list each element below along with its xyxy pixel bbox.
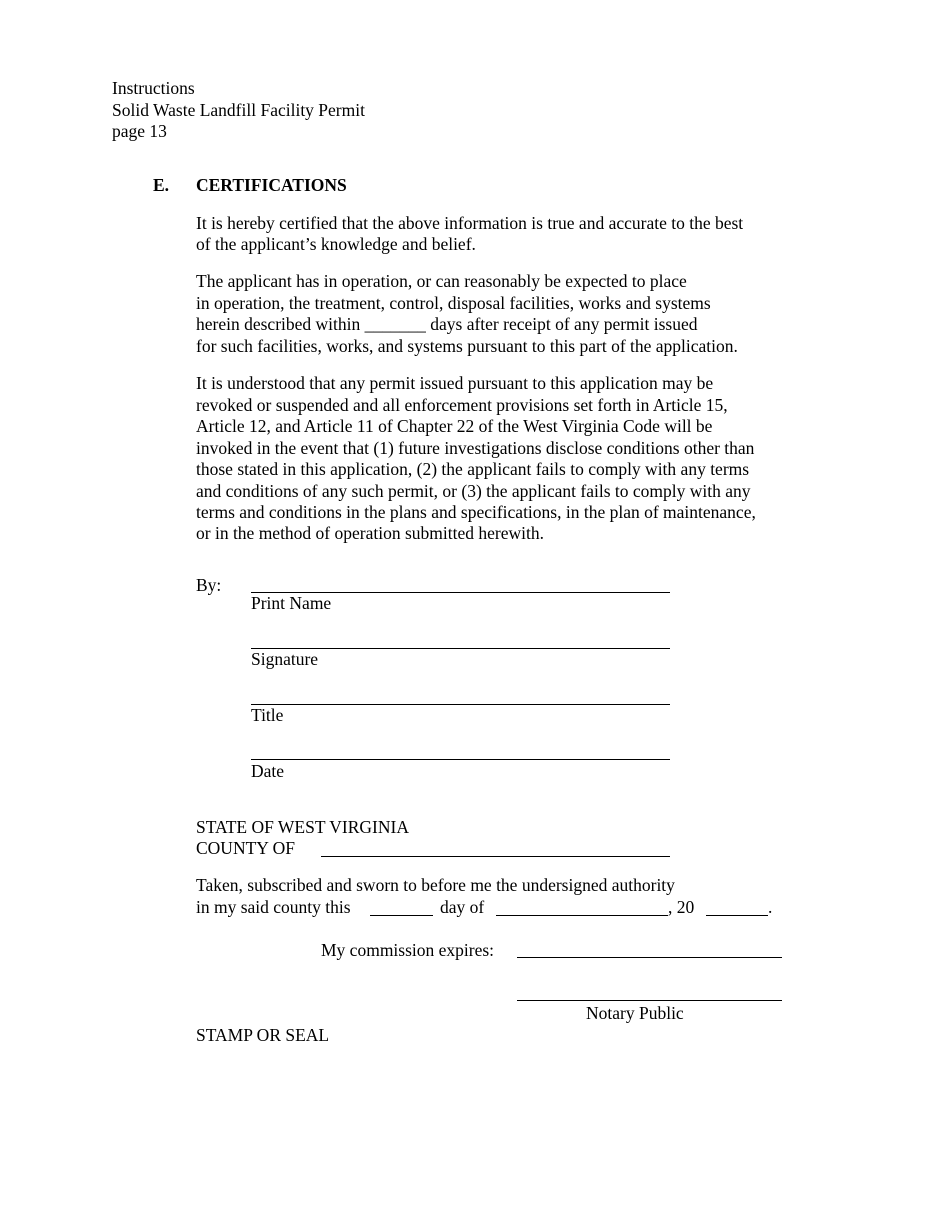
notary-signature-field[interactable]	[517, 1000, 782, 1001]
commission-expires-field[interactable]	[517, 957, 782, 958]
stamp-or-seal-label: STAMP OR SEAL	[196, 1025, 330, 1045]
paragraph-3-line-2: revoked or suspended and all enforcement provisions set forth in Article 15,	[196, 395, 728, 415]
header-permit-name: Solid Waste Landfill Facility Permit	[112, 100, 365, 120]
paragraph-3-line-6: and conditions of any such permit, or (3) the applicant fails to comply with any	[196, 481, 751, 501]
paragraph-2-line-4: for such facilities, works, and systems pursuant to this part of the application.	[196, 336, 738, 356]
sworn-day-of-text: day of	[440, 897, 485, 917]
sworn-year-field[interactable]	[706, 915, 768, 916]
date-label: Date	[251, 761, 285, 781]
notary-public-label: Notary Public	[586, 1003, 684, 1023]
sworn-year-prefix: , 20	[668, 897, 695, 917]
print-name-label: Print Name	[251, 593, 332, 613]
commission-expires-label: My commission expires:	[321, 940, 495, 960]
sworn-day-field[interactable]	[370, 915, 433, 916]
title-label: Title	[251, 705, 284, 725]
section-title: CERTIFICATIONS	[196, 175, 347, 195]
sworn-month-field[interactable]	[496, 915, 668, 916]
paragraph-2-line-1: The applicant has in operation, or can reasonably be expected to place	[196, 271, 687, 291]
paragraph-3-line-4: invoked in the event that (1) future investigations disclose conditions other than	[196, 438, 755, 458]
paragraph-3-line-8: or in the method of operation submitted herewith.	[196, 523, 544, 543]
paragraph-2-line-2: in operation, the treatment, control, disposal facilities, works and systems	[196, 293, 711, 313]
header-page-number: page 13	[112, 121, 167, 141]
paragraph-2-line-3: herein described within _______ days after receipt of any permit issued	[196, 314, 698, 334]
county-field[interactable]	[321, 856, 670, 857]
by-label: By:	[196, 575, 222, 595]
paragraph-3-line-7: terms and conditions in the plans and specifications, in the plan of maintenance,	[196, 502, 756, 522]
paragraph-3-line-3: Article 12, and Article 11 of Chapter 22 of the West Virginia Code will be	[196, 416, 713, 436]
header-instructions: Instructions	[112, 78, 195, 98]
title-field[interactable]	[251, 704, 670, 705]
paragraph-3-line-5: those stated in this application, (2) the applicant fails to comply with any terms	[196, 459, 750, 479]
date-field[interactable]	[251, 759, 670, 760]
signature-label: Signature	[251, 649, 319, 669]
sworn-statement-line-1: Taken, subscribed and sworn to before me the undersigned authority	[196, 875, 675, 895]
section-letter: E.	[153, 175, 170, 195]
paragraph-1-line-1: It is hereby certified that the above information is true and accurate to the best	[196, 213, 744, 233]
county-label: COUNTY OF	[196, 838, 296, 858]
paragraph-3-line-1: It is understood that any permit issued pursuant to this application may be	[196, 373, 714, 393]
paragraph-1-line-2: of the applicant’s knowledge and belief.	[196, 234, 476, 254]
state-line: STATE OF WEST VIRGINIA	[196, 817, 409, 837]
sworn-period: .	[768, 897, 773, 917]
sworn-in-county-text: in my said county this	[196, 897, 351, 917]
